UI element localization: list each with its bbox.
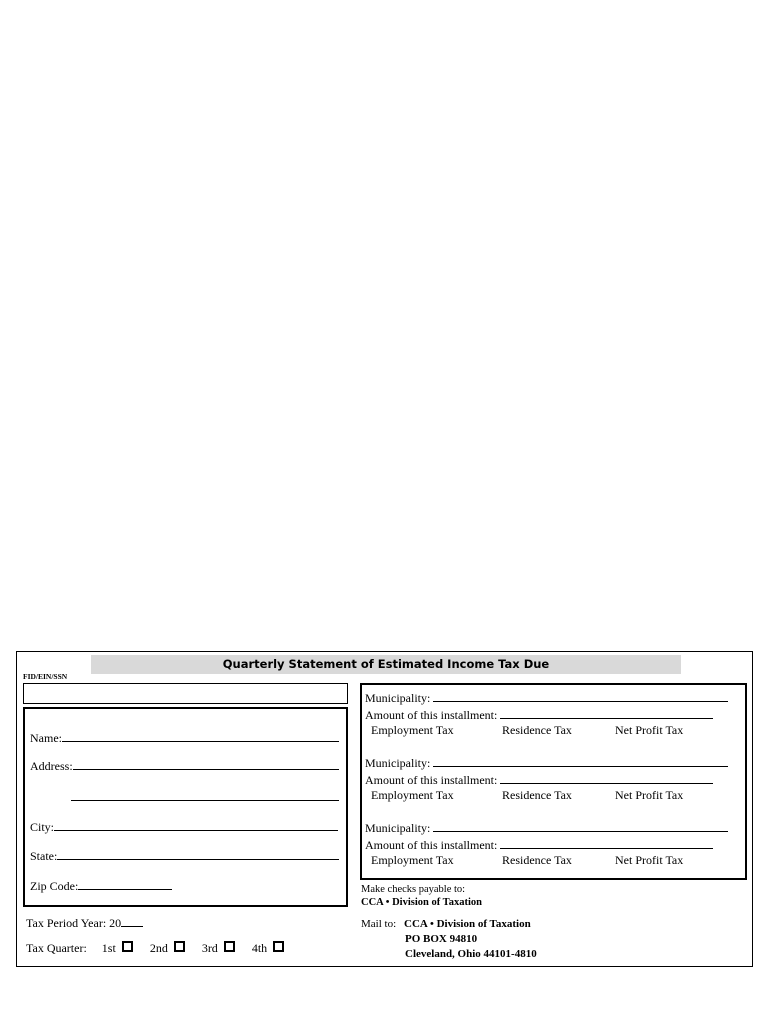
checkbox-icon[interactable] (224, 941, 235, 952)
municipality-box (360, 683, 747, 880)
net-profit-tax-label: Net Profit Tax (615, 723, 684, 737)
quarter-option-2[interactable] (150, 941, 187, 955)
address-row-2[interactable] (71, 789, 339, 805)
quarter-1-label: 1st (101, 941, 116, 955)
mail-line-2: PO BOX 94810 (405, 933, 478, 945)
city-row[interactable] (30, 819, 338, 835)
installment-line[interactable] (500, 772, 713, 784)
fid-label: FID/EIN/SSN (23, 672, 68, 681)
address-row[interactable] (30, 758, 339, 774)
payable-to: CCA • Division of Taxation (361, 897, 482, 908)
city-line[interactable] (54, 819, 338, 831)
payable-section (361, 884, 482, 908)
installment-label: Amount of this installment: (365, 838, 498, 852)
tax-quarter-label: Tax Quarter: (26, 941, 87, 955)
state-row[interactable] (30, 848, 339, 864)
installment-row-2[interactable] (365, 772, 713, 788)
checkbox-icon[interactable] (174, 941, 185, 952)
name-line[interactable] (62, 730, 339, 742)
tax-period-row[interactable] (26, 915, 143, 931)
zip-row[interactable] (30, 878, 172, 894)
quarter-option-1[interactable] (102, 941, 135, 955)
mail-line-1: CCA • Division of Taxation (404, 918, 531, 930)
employment-tax-label: Employment Tax (371, 723, 454, 737)
net-profit-tax-label: Net Profit Tax (615, 853, 684, 867)
municipality-row-2[interactable] (365, 755, 728, 771)
estimated-tax-voucher (16, 651, 753, 967)
address-line-1[interactable] (73, 758, 339, 770)
municipality-line[interactable] (433, 755, 728, 767)
zip-label: Zip Code: (30, 879, 79, 893)
name-label: Name: (30, 731, 62, 745)
quarter-4-label: 4th (251, 941, 268, 955)
municipality-row-3[interactable] (365, 820, 728, 836)
tax-period-label: Tax Period Year: 20 (26, 916, 122, 930)
address-label: Address: (30, 759, 73, 773)
municipality-label: Municipality: (365, 821, 431, 835)
checkbox-icon[interactable] (273, 941, 284, 952)
municipality-line[interactable] (433, 820, 728, 832)
taxpayer-info-box (23, 707, 348, 907)
installment-row-1[interactable] (365, 707, 713, 723)
quarter-option-3[interactable] (202, 941, 237, 955)
city-label: City: (30, 820, 55, 834)
residence-tax-label: Residence Tax (502, 723, 572, 737)
form-title: Quarterly Statement of Estimated Income Tax Due (91, 655, 681, 674)
fid-input[interactable] (23, 683, 348, 704)
municipality-label: Municipality: (365, 756, 431, 770)
employment-tax-label: Employment Tax (371, 853, 454, 867)
tax-quarter-row (26, 941, 298, 956)
residence-tax-label: Residence Tax (502, 788, 572, 802)
employment-tax-label: Employment Tax (371, 788, 454, 802)
net-profit-tax-label: Net Profit Tax (615, 788, 684, 802)
municipality-row-1[interactable] (365, 690, 728, 706)
quarter-3-label: 3rd (201, 941, 218, 955)
municipality-label: Municipality: (365, 691, 431, 705)
tax-period-line[interactable] (121, 915, 143, 927)
installment-label: Amount of this installment: (365, 773, 498, 787)
state-label: State: (30, 849, 58, 863)
installment-line[interactable] (500, 837, 713, 849)
residence-tax-label: Residence Tax (502, 853, 572, 867)
checkbox-icon[interactable] (122, 941, 133, 952)
installment-row-3[interactable] (365, 837, 713, 853)
installment-label: Amount of this installment: (365, 708, 498, 722)
address-line-2[interactable] (71, 789, 339, 801)
payable-label: Make checks payable to: (361, 884, 466, 895)
installment-line[interactable] (500, 707, 713, 719)
mail-line-3: Cleveland, Ohio 44101-4810 (405, 948, 537, 960)
quarter-2-label: 2nd (149, 941, 168, 955)
quarter-option-4[interactable] (252, 941, 286, 955)
state-line[interactable] (57, 848, 339, 860)
mail-label: Mail to: (361, 918, 397, 930)
zip-line[interactable] (78, 878, 172, 890)
municipality-line[interactable] (433, 690, 728, 702)
name-row[interactable] (30, 730, 339, 746)
